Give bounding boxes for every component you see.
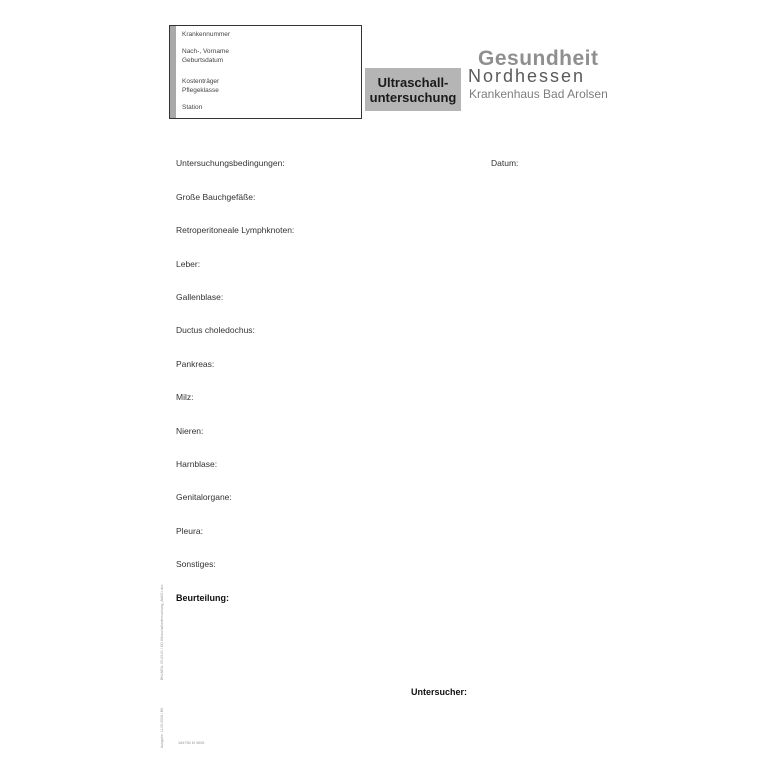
page-title	[370, 75, 457, 105]
field-label: Untersuchungsbedingungen:	[176, 158, 285, 168]
assessment-label: Beurteilung:	[176, 593, 229, 603]
patient-label-box	[169, 25, 362, 119]
field-label: Harnblase:	[176, 459, 218, 469]
field-label: Gallenblase:	[176, 292, 224, 302]
field-label: Genitalorgane:	[176, 492, 232, 502]
field-label: Pankreas:	[176, 359, 215, 369]
field-pflegeklasse: Pflegeklasse	[182, 87, 219, 94]
field-station: Station	[182, 104, 203, 111]
field-label: Sonstiges:	[176, 559, 216, 569]
field-kostentraeger: Kostenträger	[182, 78, 220, 85]
page-title-line2: untersuchung	[369, 89, 457, 105]
field-label: Pleura:	[176, 526, 203, 536]
side-print-text: BKLNRA: 09-03-01 / KD Ultraschalluntersuchung_Akt001.doc	[160, 584, 164, 680]
field-label: Große Bauchgefäße:	[176, 192, 256, 202]
field-krankennummer: Krankennummer	[182, 31, 231, 38]
field-label: Milz:	[176, 392, 194, 402]
logo-line2: Nordhessen	[468, 66, 586, 86]
field-label: Leber:	[176, 259, 201, 269]
side-print-date: Ausgabe: 11.06.2008 / BK	[160, 707, 164, 748]
field-name: Nach-, Vorname	[182, 48, 229, 55]
field-label: Retroperitoneale Lymphknoten:	[176, 225, 295, 235]
patient-box-stripe	[170, 26, 176, 118]
field-label: Nieren:	[176, 426, 204, 436]
examiner-label: Untersucher:	[411, 687, 468, 697]
field-label: Ductus choledochus:	[176, 325, 255, 335]
page-title-line1: Ultraschall-	[377, 74, 449, 90]
logo-line3: Krankenhaus Bad Arolsen	[469, 87, 608, 101]
title-band	[365, 68, 461, 111]
form-number: 184756 M 0608	[178, 741, 205, 745]
date-label: Datum:	[491, 158, 519, 168]
logo-line1: Gesundheit	[478, 47, 599, 70]
field-geburtsdatum: Geburtsdatum	[182, 57, 224, 64]
